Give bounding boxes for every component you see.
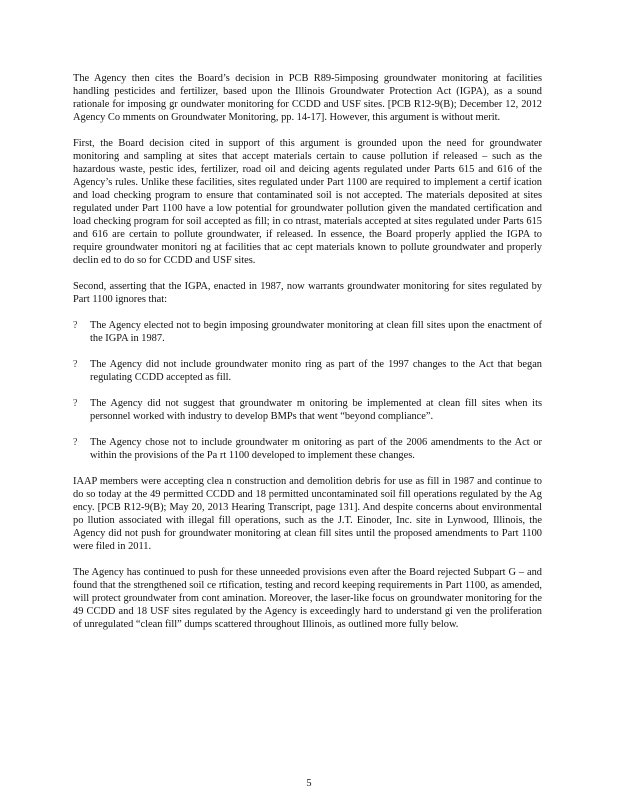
list-item: [73, 397, 542, 423]
list-item-text: The Agency chose not to include groundwater m onitoring as part of the 2006 amendments to the Act or within the provisions of the Pa rt 1100 developed to implement these changes.: [90, 437, 542, 461]
paragraph-first-argument: First, the Board decision cited in support of this argument is grounded upon the need for groundwater monitoring and sampling at sites that accept materials certain to cause pollution if released – such as the hazardous waste, pestic ides, fertilizer, road oil and deicing agents regulated under Parts 615 and 616 of the Agency’s rules. Unlike these facilities, sites regulated under Part 1100 are required to implement a certif ication and load checking program to ensure that contaminated soil is not accepted. The materials deposited at sites regulated under Part 1100 have a low potential for groundwater pollution given the mandated certification and load checking program for soil accepted as fill; in co ntrast, materials accepted at sites regulated under Parts 615 and 616 are certain to pollute groundwater, if released. In essence, the Board properly applied the IGPA to require groundwater monitori ng at facilities that ac cept materials known to pollute groundwater and properly declin ed to do so for CCDD and USF sites.: [73, 138, 542, 266]
bullet-marker: ?: [73, 398, 78, 409]
paragraph-iaap-members: IAAP members were accepting clea n construction and demolition debris for use as fill in 1987 and continue to do so today at the 49 permitted CCDD and 18 permitted uncontaminated soil fill operations regulated by the Ag ency. [PCB R12-9(B); May 20, 2013 Hearing Transcript, page 131]. And despite concerns about environmental po llution associated with illegal fill operations, such as the J.T. Einoder, Inc. site in Lynwood, Illinois, the Agency did not push for groundwater monitoring at clean fill sites until the proposed amendments to Part 1100 were filed in 2011.: [73, 476, 542, 552]
bullet-marker: ?: [73, 320, 78, 331]
paragraph-second-argument: Second, asserting that the IGPA, enacted in 1987, now warrants groundwater monitoring for sites regulated by Part 1100 ignores that:: [73, 281, 542, 305]
ignored-facts-list: [73, 319, 542, 462]
document-body: [73, 72, 542, 644]
list-item: [73, 319, 542, 345]
paragraph-agency-cites-board: The Agency then cites the Board’s decision in PCB R89-5imposing groundwater monitoring at facilities handling pesticides and fertilizer, based upon the Illinois Groundwater Protection Act (IGPA), as a sound rationale for imposing gr oundwater monitoring for CCDD and USF sites. [PCB R12-9(B); December 12, 2012 Agency Co mments on Groundwater Monitoring, pp. 14-17]. However, this argument is without merit.: [73, 73, 542, 123]
page-number: 5: [306, 778, 312, 789]
bullet-marker: ?: [73, 437, 78, 448]
list-item-text: The Agency did not suggest that groundwater m onitoring be implemented at clean fill sites when its personnel worked with industry to develop BMPs that went “beyond compliance”.: [90, 398, 542, 422]
list-item-text: The Agency did not include groundwater monito ring as part of the 1997 changes to the Act that began regulating CCDD accepted as fill.: [90, 359, 542, 383]
list-item: [73, 358, 542, 384]
paragraph-agency-continued: The Agency has continued to push for these unneeded provisions even after the Board rejected Subpart G – and found that the strengthened soil ce rtification, testing and record keeping requirements in Part 1100, as amended, will protect groundwater from cont amination. Moreover, the laser-like focus on groundwater monitoring for the 49 CCDD and 18 USF sites regulated by the Agency is exceedingly hard to understand gi ven the proliferation of unregulated “clean fill” dumps scattered throughout Illinois, as outlined more fully below.: [73, 567, 542, 630]
list-item-text: The Agency elected not to begin imposing groundwater monitoring at clean fill sites upon the enactment of the IGPA in 1987.: [90, 320, 542, 344]
list-item: [73, 436, 542, 462]
bullet-marker: ?: [73, 359, 78, 370]
